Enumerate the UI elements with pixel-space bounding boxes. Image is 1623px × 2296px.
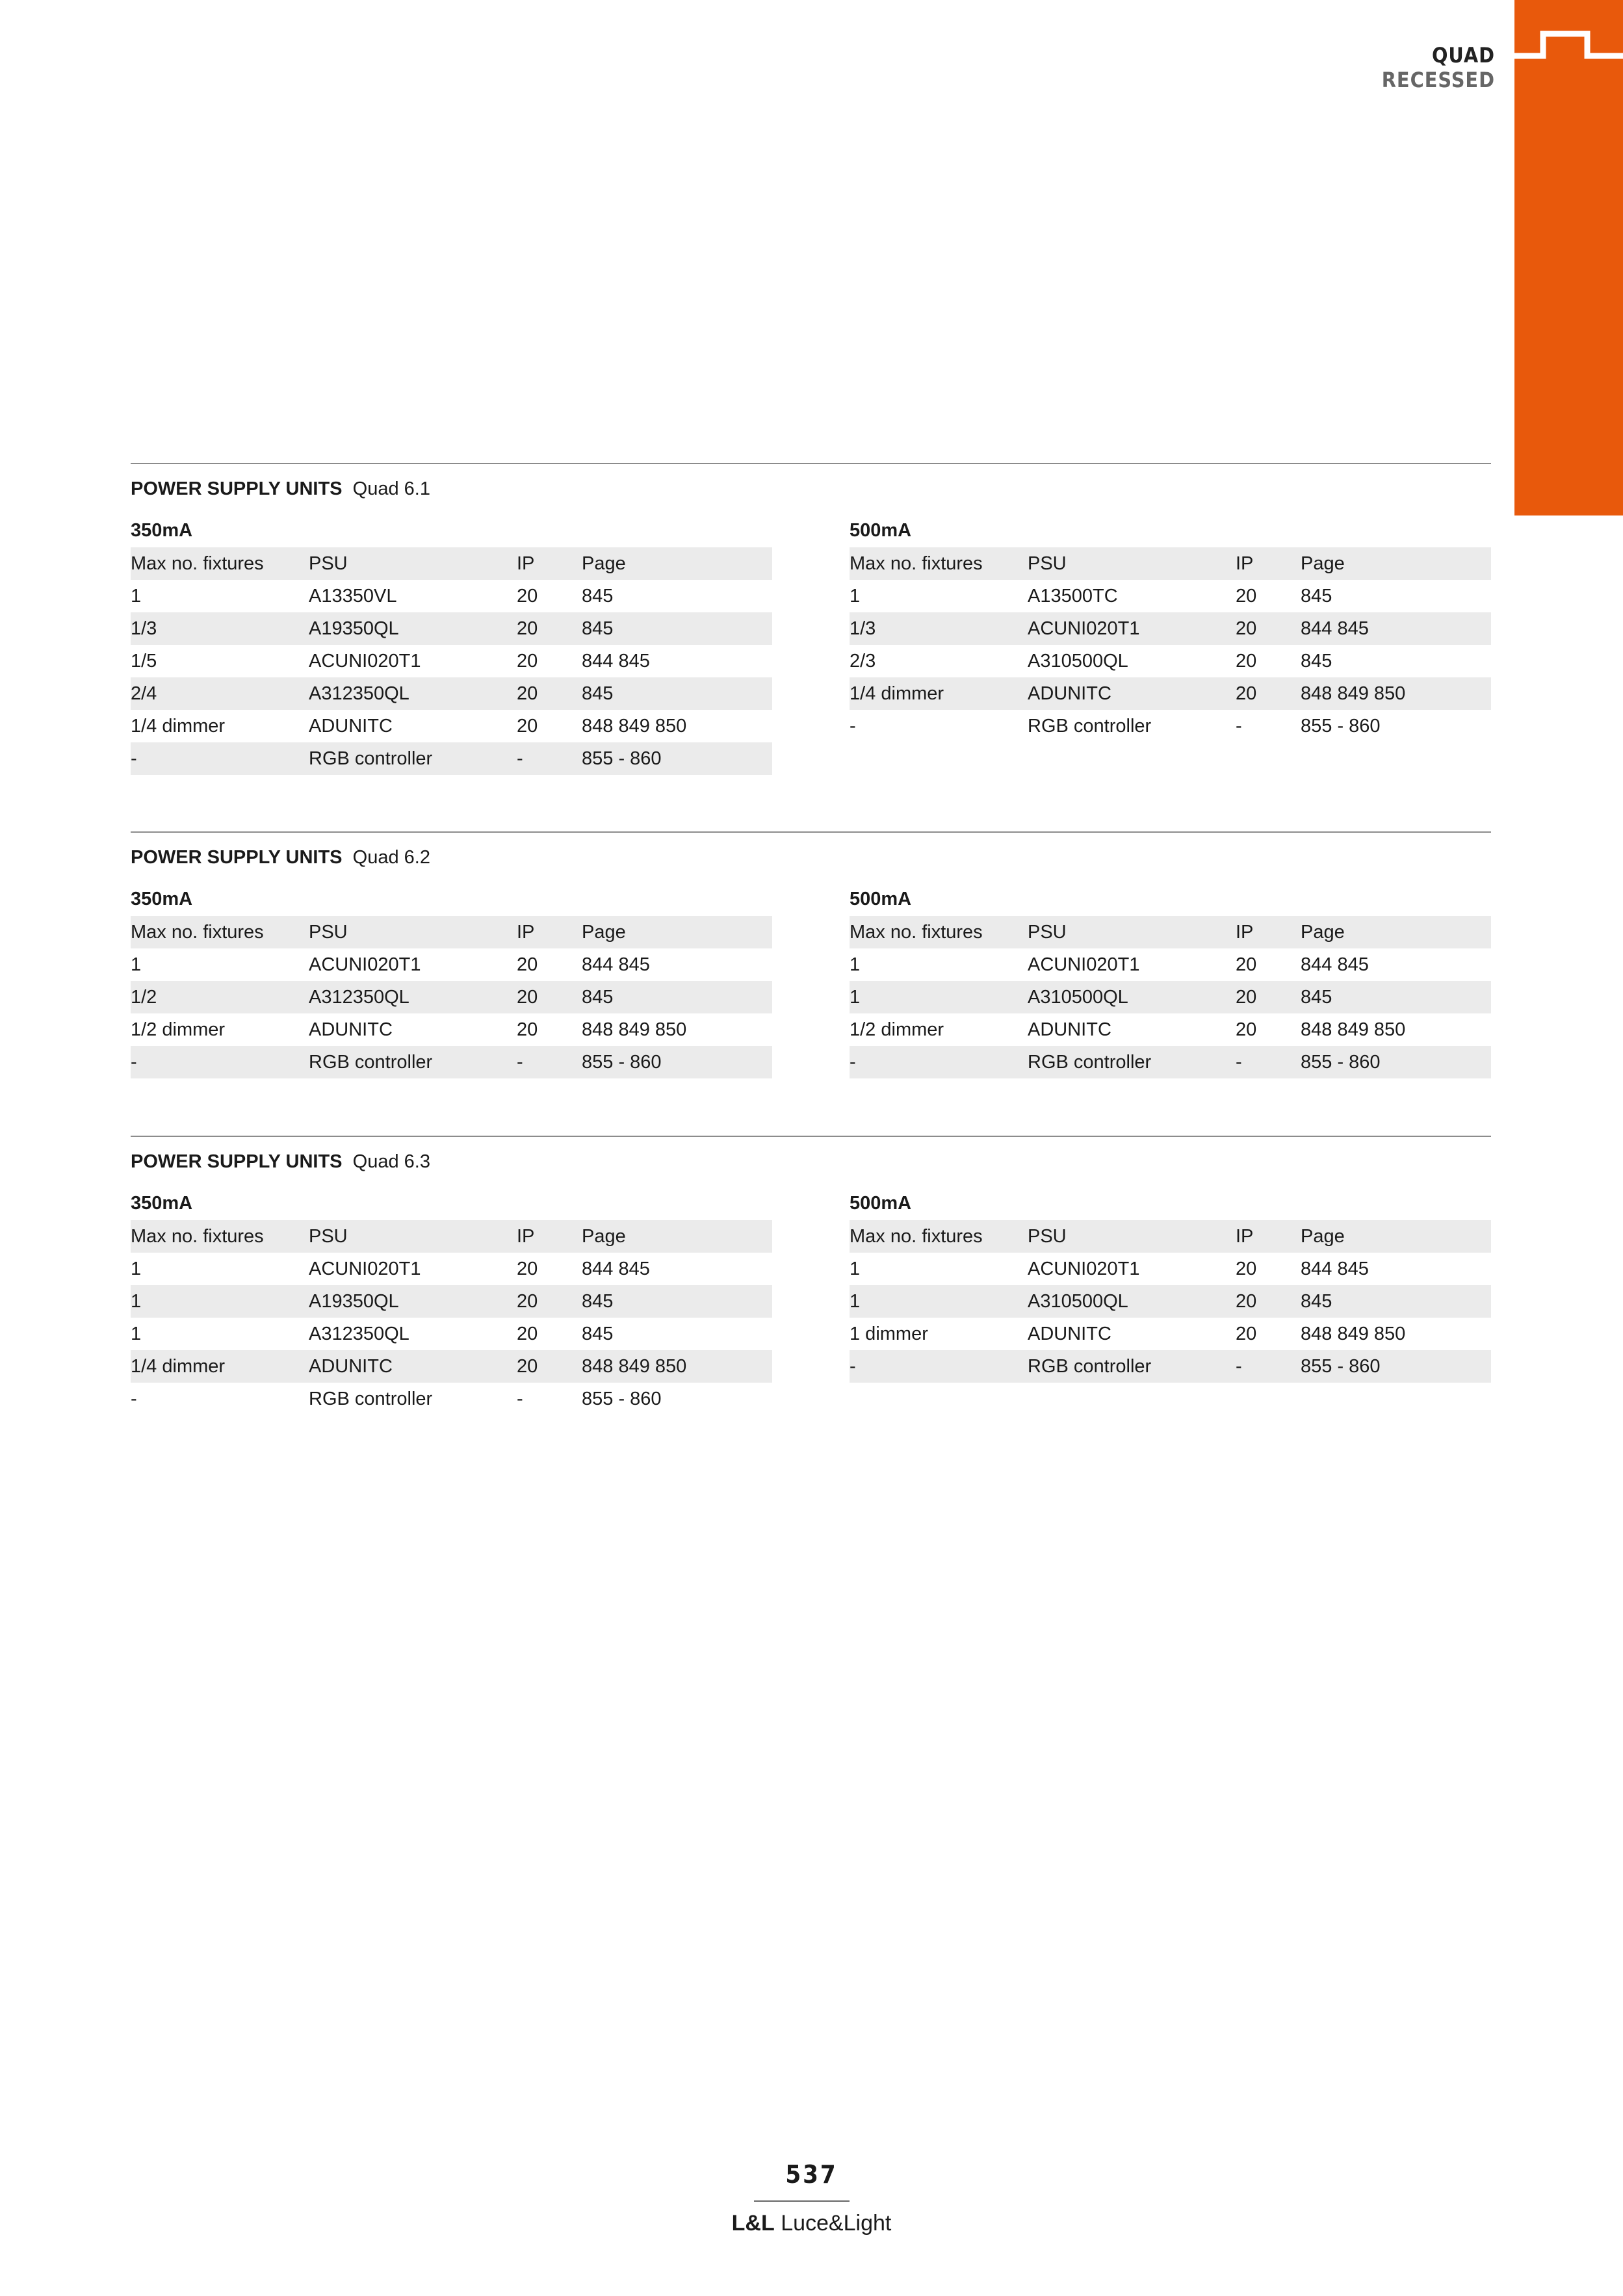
page-cell: 845	[1301, 586, 1332, 607]
page-cell: 848 849 850	[1301, 1324, 1406, 1344]
table-row	[131, 580, 772, 612]
max-fixtures-cell: -	[850, 716, 856, 737]
table-row	[131, 645, 772, 677]
ip-cell: 20	[517, 1350, 582, 1383]
psu-cell: ACUNI020T1	[309, 651, 421, 672]
max-fixtures-cell: 1/3	[850, 612, 1028, 645]
section-heading	[131, 843, 1491, 872]
table-header-row	[850, 547, 1491, 580]
left-table-block	[131, 1176, 772, 1415]
ip-cell: -	[1236, 1350, 1301, 1383]
page-cell: 855 - 860	[1301, 716, 1381, 737]
max-fixtures-cell: 1	[131, 1259, 142, 1279]
page-cell: 844 845	[582, 651, 650, 672]
ip-cell: 20	[517, 1324, 538, 1344]
psu-cell: A13500TC	[1028, 586, 1118, 607]
table-row	[131, 1383, 772, 1415]
section-model: Quad 6.3	[352, 1151, 430, 1172]
max-fixtures-cell: 1	[131, 954, 142, 975]
column-header: Max no. fixtures	[850, 547, 1028, 580]
column-header: Page	[1301, 916, 1491, 948]
section-heading	[131, 475, 1491, 503]
left-table-block	[131, 872, 772, 1078]
brand-tab	[1514, 0, 1623, 515]
max-fixtures-cell: 1	[131, 586, 142, 607]
max-fixtures-cell: 1/4 dimmer	[131, 716, 226, 737]
psu-table	[850, 1220, 1491, 1383]
brand-name: Luce&Light	[781, 2211, 892, 2236]
ip-cell: 20	[1236, 954, 1257, 975]
max-fixtures-cell: -	[131, 1046, 309, 1078]
ip-cell: -	[517, 1389, 523, 1409]
brand-abbrev: L&L	[731, 2211, 775, 2236]
page-cell: 845	[1301, 981, 1491, 1013]
table-row	[131, 1318, 772, 1350]
psu-cell: RGB controller	[309, 1389, 433, 1409]
left-table-block	[131, 503, 772, 775]
page-cell: 855 - 860	[582, 1389, 662, 1409]
psu-table	[131, 1220, 772, 1415]
ip-cell: 20	[1236, 1259, 1257, 1279]
psu-table	[131, 916, 772, 1078]
page-cell: 855 - 860	[1301, 1046, 1491, 1078]
page-cell: 845	[582, 981, 772, 1013]
family-line1: QUAD	[1431, 43, 1495, 68]
column-header: IP	[517, 916, 582, 948]
page-cell: 845	[582, 586, 614, 607]
psu-cell: ACUNI020T1	[1028, 612, 1236, 645]
table-header-row	[131, 1220, 772, 1253]
page-cell: 855 - 860	[582, 1046, 772, 1078]
footer-divider	[754, 2200, 850, 2202]
column-header: Page	[582, 1220, 772, 1253]
column-header: Max no. fixtures	[131, 547, 309, 580]
psu-cell: ADUNITC	[309, 1350, 517, 1383]
table-row	[850, 710, 1491, 742]
section-title: POWER SUPPLY UNITS	[131, 478, 343, 499]
psu-cell: ADUNITC	[309, 716, 393, 737]
max-fixtures-cell: 1	[850, 1259, 861, 1279]
section-heading	[131, 1147, 1491, 1176]
page-cell: 844 845	[1301, 954, 1369, 975]
psu-cell: A13350VL	[309, 586, 397, 607]
page-cell: 845	[1301, 1285, 1491, 1318]
psu-cell: RGB controller	[1028, 1350, 1236, 1383]
max-fixtures-cell: 1	[131, 1324, 142, 1344]
table-header-row	[131, 547, 772, 580]
section-divider	[131, 1136, 1491, 1137]
column-header: IP	[1236, 916, 1301, 948]
psu-cell: A19350QL	[309, 1285, 517, 1318]
current-heading: 500mA	[850, 1193, 912, 1214]
table-row	[131, 742, 772, 775]
page-cell: 848 849 850	[1301, 677, 1491, 710]
column-header: Page	[582, 547, 772, 580]
table-row	[850, 580, 1491, 612]
psu-cell: A310500QL	[1028, 981, 1236, 1013]
psu-cell: ACUNI020T1	[1028, 1259, 1140, 1279]
table-row	[131, 948, 772, 981]
psu-cell: ACUNI020T1	[1028, 954, 1140, 975]
psu-cell: A19350QL	[309, 612, 517, 645]
psu-table	[850, 916, 1491, 1078]
ip-cell: 20	[517, 651, 538, 672]
column-header: PSU	[1028, 1220, 1236, 1253]
psu-cell: ACUNI020T1	[309, 954, 421, 975]
psu-section	[131, 831, 1491, 1132]
page-cell: 844 845	[1301, 1259, 1369, 1279]
table-row	[131, 1350, 772, 1383]
ip-cell: -	[1236, 716, 1242, 737]
column-header: PSU	[1028, 547, 1236, 580]
column-header: Max no. fixtures	[850, 1220, 1028, 1253]
page-cell: 844 845	[1301, 612, 1491, 645]
psu-section	[131, 463, 1491, 769]
ip-cell: 20	[517, 716, 538, 737]
psu-table	[850, 547, 1491, 742]
table-row	[131, 1253, 772, 1285]
psu-cell: RGB controller	[1028, 1046, 1236, 1078]
ip-cell: 20	[1236, 1019, 1257, 1040]
table-header-row	[850, 916, 1491, 948]
ip-cell: 20	[1236, 586, 1257, 607]
column-header: PSU	[309, 916, 517, 948]
max-fixtures-cell: 1 dimmer	[850, 1324, 928, 1344]
ip-cell: 20	[517, 954, 538, 975]
page-number: 537	[785, 2160, 838, 2189]
table-row	[850, 1318, 1491, 1350]
psu-cell: RGB controller	[1028, 716, 1152, 737]
section-title: POWER SUPPLY UNITS	[131, 1151, 343, 1172]
table-row	[850, 645, 1491, 677]
psu-cell: RGB controller	[309, 1046, 517, 1078]
max-fixtures-cell: -	[850, 1046, 1028, 1078]
column-header: Max no. fixtures	[850, 916, 1028, 948]
table-row	[131, 710, 772, 742]
table-row	[850, 1013, 1491, 1046]
max-fixtures-cell: -	[131, 1389, 137, 1409]
section-columns	[131, 503, 1491, 769]
page-cell: 845	[582, 612, 772, 645]
page-cell: 855 - 860	[1301, 1350, 1491, 1383]
psu-table	[131, 547, 772, 775]
max-fixtures-cell: 1	[850, 586, 861, 607]
ip-cell: 20	[517, 677, 582, 710]
right-table-block	[850, 872, 1491, 1078]
ip-cell: 20	[517, 1019, 538, 1040]
psu-section	[131, 1136, 1491, 1436]
ip-cell: -	[517, 1046, 582, 1078]
ip-cell: -	[1236, 1046, 1301, 1078]
section-model: Quad 6.1	[352, 478, 430, 499]
table-row	[850, 1285, 1491, 1318]
ip-cell: 20	[1236, 651, 1257, 672]
page-cell: 848 849 850	[582, 1350, 772, 1383]
section-divider	[131, 831, 1491, 833]
quad-profile-icon	[1514, 0, 1623, 78]
family-line2: RECESSED	[1381, 68, 1495, 92]
section-model: Quad 6.2	[352, 847, 430, 868]
column-header: Page	[1301, 547, 1491, 580]
max-fixtures-cell: -	[131, 742, 309, 775]
ip-cell: 20	[1236, 677, 1301, 710]
column-header: PSU	[1028, 916, 1236, 948]
page-cell: 845	[582, 677, 772, 710]
ip-cell: 20	[517, 1285, 582, 1318]
psu-cell: A312350QL	[309, 981, 517, 1013]
page-cell: 844 845	[582, 1259, 650, 1279]
section-columns	[131, 872, 1491, 1132]
table-row	[131, 981, 772, 1013]
current-heading: 500mA	[850, 520, 912, 541]
table-row	[850, 981, 1491, 1013]
current-heading: 350mA	[131, 889, 193, 909]
page-cell: 844 845	[582, 954, 650, 975]
page-cell: 845	[582, 1285, 772, 1318]
table-row	[850, 677, 1491, 710]
ip-cell: 20	[1236, 981, 1301, 1013]
psu-cell: A310500QL	[1028, 1285, 1236, 1318]
column-header: IP	[1236, 547, 1301, 580]
ip-cell: 20	[1236, 1285, 1301, 1318]
max-fixtures-cell: 1	[850, 954, 861, 975]
psu-cell: ADUNITC	[1028, 677, 1236, 710]
column-header: IP	[517, 1220, 582, 1253]
max-fixtures-cell: 1	[850, 1285, 1028, 1318]
column-header: IP	[1236, 1220, 1301, 1253]
page-cell: 848 849 850	[582, 1019, 687, 1040]
current-heading: 500mA	[850, 889, 912, 909]
column-header: Max no. fixtures	[131, 916, 309, 948]
max-fixtures-cell: 1/4 dimmer	[850, 677, 1028, 710]
table-row	[131, 1013, 772, 1046]
max-fixtures-cell: -	[850, 1350, 1028, 1383]
column-header: PSU	[309, 1220, 517, 1253]
column-header: IP	[517, 547, 582, 580]
section-divider	[131, 463, 1491, 464]
table-row	[850, 612, 1491, 645]
psu-cell: A312350QL	[309, 677, 517, 710]
column-header: PSU	[309, 547, 517, 580]
table-row	[850, 948, 1491, 981]
section-title: POWER SUPPLY UNITS	[131, 847, 343, 868]
column-header: Max no. fixtures	[131, 1220, 309, 1253]
ip-cell: 20	[1236, 1324, 1257, 1344]
current-heading: 350mA	[131, 1193, 193, 1214]
page-cell: 848 849 850	[582, 716, 687, 737]
section-columns	[131, 1176, 1491, 1436]
page-cell: 845	[1301, 651, 1332, 672]
psu-cell: ADUNITC	[1028, 1324, 1111, 1344]
current-heading: 350mA	[131, 520, 193, 541]
product-family-title	[1382, 43, 1495, 92]
max-fixtures-cell: 1/2 dimmer	[131, 1019, 226, 1040]
right-table-block	[850, 503, 1491, 742]
table-row	[131, 1046, 772, 1078]
max-fixtures-cell: 2/4	[131, 677, 309, 710]
psu-cell: ACUNI020T1	[309, 1259, 421, 1279]
ip-cell: 20	[517, 586, 538, 607]
column-header: Page	[1301, 1220, 1491, 1253]
psu-cell: A312350QL	[309, 1324, 409, 1344]
psu-cell: RGB controller	[309, 742, 517, 775]
max-fixtures-cell: 1/3	[131, 612, 309, 645]
psu-cell: ADUNITC	[1028, 1019, 1111, 1040]
max-fixtures-cell: 1/4 dimmer	[131, 1350, 309, 1383]
max-fixtures-cell: 1/5	[131, 651, 157, 672]
column-header: Page	[582, 916, 772, 948]
page-cell: 845	[582, 1324, 614, 1344]
max-fixtures-cell: 1	[131, 1285, 309, 1318]
ip-cell: 20	[517, 981, 582, 1013]
table-row	[131, 1285, 772, 1318]
psu-cell: A310500QL	[1028, 651, 1128, 672]
ip-cell: -	[517, 742, 582, 775]
psu-cell: ADUNITC	[309, 1019, 393, 1040]
max-fixtures-cell: 1/2	[131, 981, 309, 1013]
table-row	[131, 677, 772, 710]
table-row	[850, 1350, 1491, 1383]
ip-cell: 20	[1236, 612, 1301, 645]
table-header-row	[131, 916, 772, 948]
table-row	[850, 1253, 1491, 1285]
table-row	[850, 1046, 1491, 1078]
table-header-row	[850, 1220, 1491, 1253]
ip-cell: 20	[517, 612, 582, 645]
footer-brand	[0, 2207, 1623, 2239]
max-fixtures-cell: 1/2 dimmer	[850, 1019, 944, 1040]
max-fixtures-cell: 2/3	[850, 651, 876, 672]
ip-cell: 20	[517, 1259, 538, 1279]
table-row	[131, 612, 772, 645]
max-fixtures-cell: 1	[850, 981, 1028, 1013]
right-table-block	[850, 1176, 1491, 1383]
page-cell: 848 849 850	[1301, 1019, 1406, 1040]
page-cell: 855 - 860	[582, 742, 772, 775]
